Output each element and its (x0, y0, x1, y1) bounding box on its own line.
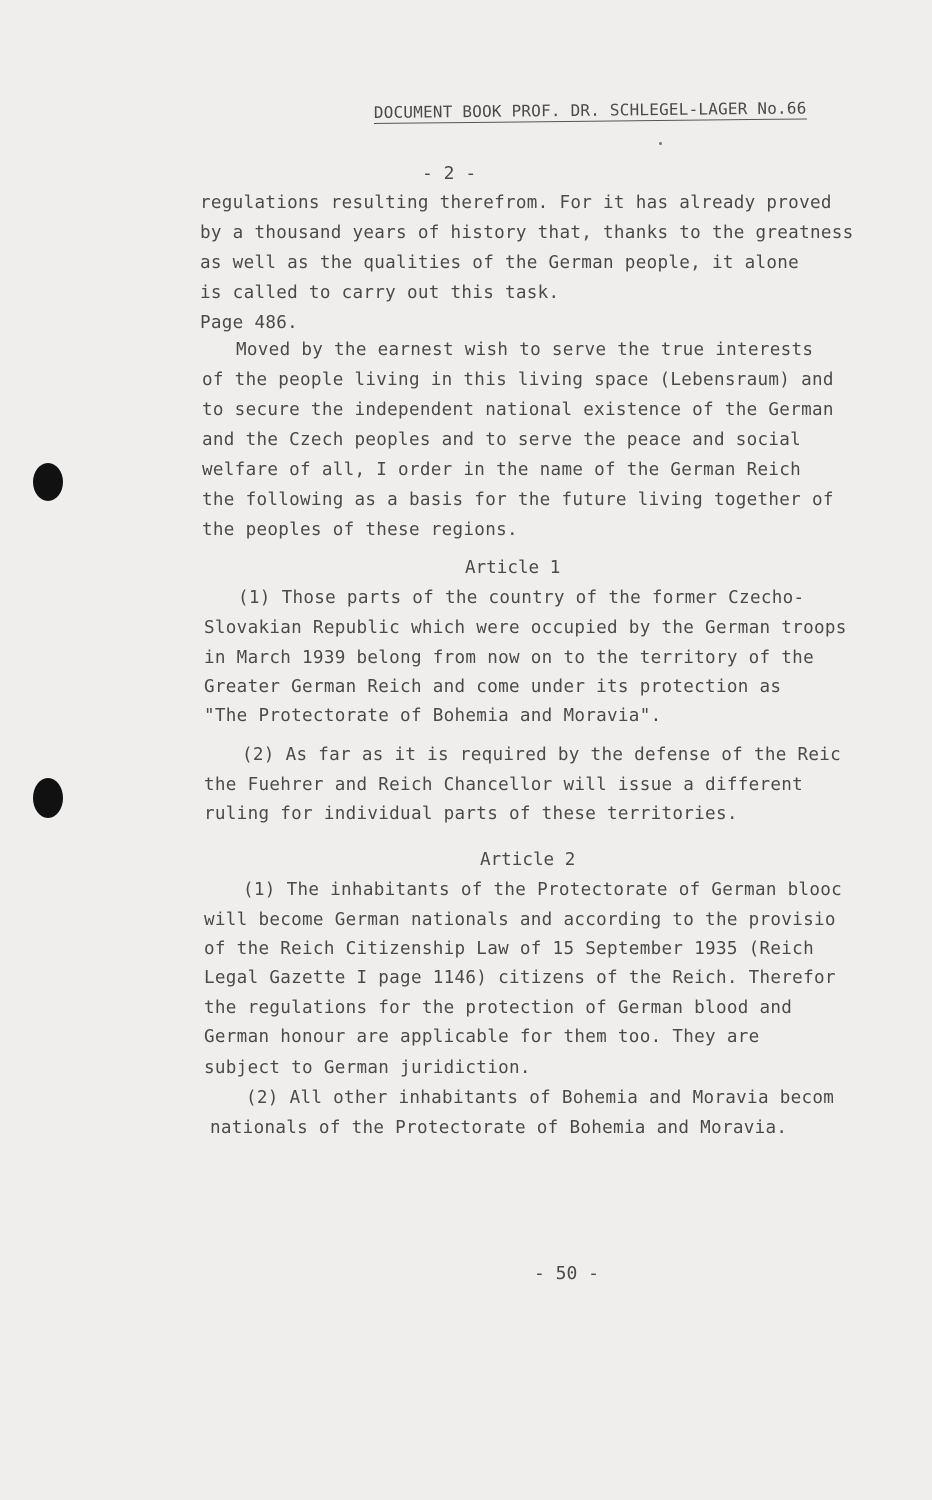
ink-speck (659, 142, 662, 145)
text-line: is called to carry out this task. (200, 283, 560, 303)
page-reference: Page 486. (200, 313, 299, 333)
text-line: Legal Gazette I page 1146) citizens of the Reich. Therefor (204, 968, 836, 988)
text-line: to secure the independent national existence of the German (202, 400, 834, 420)
text-line: Greater German Reich and come under its protection as (204, 677, 782, 697)
document-header: DOCUMENT BOOK PROF. DR. SCHLEGEL-LAGER No.66 (373, 98, 807, 123)
text-line: ruling for individual parts of these territories. (204, 804, 738, 824)
article-1-heading: Article 1 (465, 558, 561, 578)
text-line: in March 1939 belong from now on to the territory of the (204, 648, 814, 668)
text-line: (2) All other inhabitants of Bohemia and Moravia becom (246, 1088, 835, 1108)
article-2-heading: Article 2 (480, 850, 576, 870)
punch-hole (33, 463, 63, 501)
text-line: nationals of the Protectorate of Bohemia and Moravia. (210, 1118, 788, 1138)
text-line: German honour are applicable for them too. They are (204, 1027, 760, 1047)
punch-hole (33, 778, 63, 818)
text-line: (2) As far as it is required by the defense of the Reic (242, 745, 842, 765)
text-line: (1) Those parts of the country of the former Czecho- (238, 588, 805, 608)
text-line: the following as a basis for the future living together of (202, 490, 834, 510)
page-footer-number: - 50 - (534, 1263, 600, 1284)
text-line: of the Reich Citizenship Law of 15 September 1935 (Reich (204, 939, 814, 959)
text-line: welfare of all, I order in the name of the German Reich (202, 460, 802, 480)
text-line: as well as the qualities of the German people, it alone (200, 253, 800, 273)
text-line: Slovakian Republic which were occupied by the German troops (204, 618, 847, 638)
text-line: the peoples of these regions. (202, 520, 518, 540)
text-line: (1) The inhabitants of the Protectorate of German blooc (243, 880, 843, 900)
text-line: and the Czech peoples and to serve the peace and social (202, 430, 802, 450)
text-line: the Fuehrer and Reich Chancellor will issue a different (204, 775, 804, 795)
text-line: Moved by the earnest wish to serve the true interests (236, 340, 814, 360)
page-marker: - 2 - (422, 163, 477, 184)
text-line: will become German nationals and according to the provisio (204, 910, 836, 930)
text-line: "The Protectorate of Bohemia and Moravia". (204, 706, 662, 726)
text-line: regulations resulting therefrom. For it has already proved (200, 193, 832, 213)
text-line: by a thousand years of history that, thanks to the greatness (200, 223, 854, 243)
text-line: of the people living in this living space (Lebensraum) and (202, 370, 834, 390)
text-line: the regulations for the protection of German blood and (204, 998, 793, 1018)
text-line: subject to German juridiction. (204, 1058, 531, 1078)
